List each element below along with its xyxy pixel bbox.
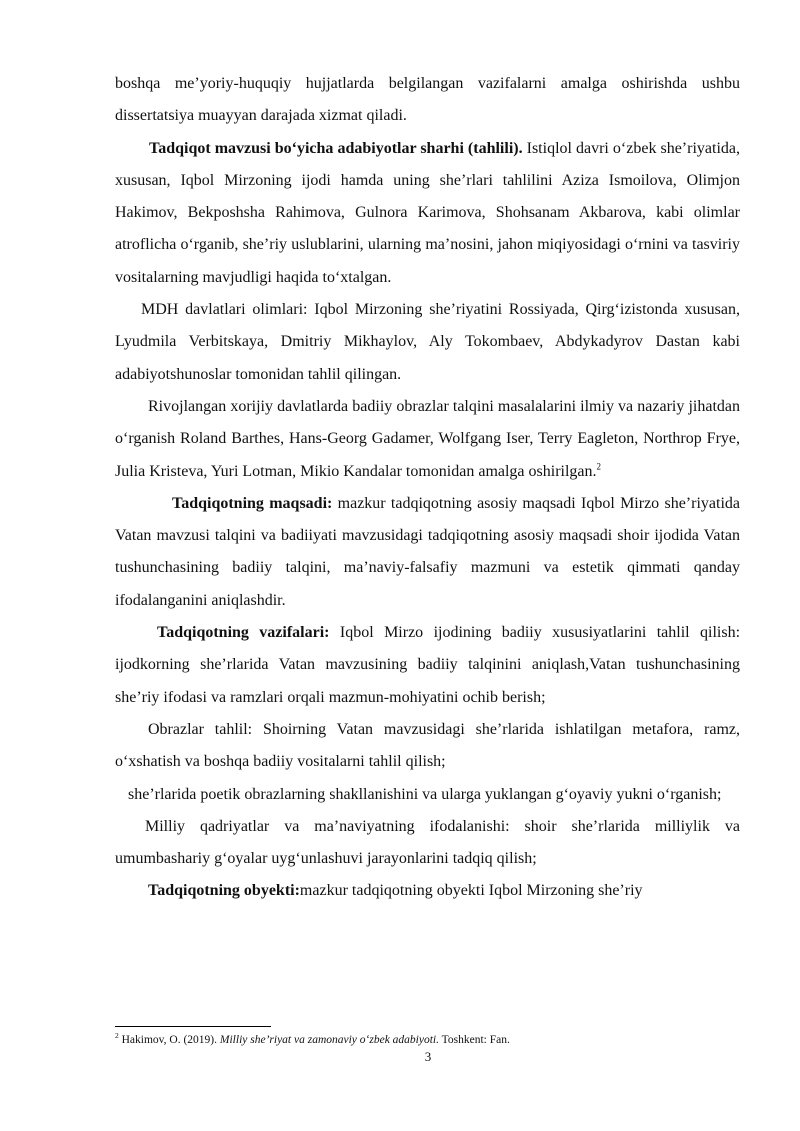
paragraph-text: Milliy qadriyatlar va ma’naviyatning ifodalanishi: shoir she’rlarida milliylik va umumbashariy gʻoyalar uygʻunlashuvi jarayonlarini tadqiq qilish;: [115, 817, 740, 868]
paragraph-research-object: [115, 875, 740, 907]
paragraph-national-values: [115, 811, 740, 876]
footnote-publisher: Toshkent: Fan.: [439, 1034, 510, 1046]
footnote-divider: [115, 1026, 271, 1027]
paragraph-dissertation-purpose: [115, 68, 740, 133]
section-heading-research-tasks: Tadqiqotning vazifalari:: [157, 624, 330, 642]
paragraph-research-aim: [115, 488, 740, 617]
footnote-reference[interactable]: 2: [596, 461, 602, 472]
paragraph-text: Istiqlol davri oʻzbek she’riyatida, xususan, Iqbol Mirzoning ijodi hamda uning she’rlari tahlilini Aziza Ismoilova, Olimjon Hakimov, Bekposhsha Rahimova, Gulnora Karimova, Shohsanam Akbarova, kabi olimlar atroflicha oʻrganib, she’riy uslublarini, ularning ma’nosini, jahon miqiyosidagi oʻrnini va tasviriy vositalarning mavjudligi haqida toʻxtalgan.: [115, 139, 741, 286]
paragraph-foreign-scholars: [115, 391, 740, 488]
paragraph-cis-scholars: [115, 294, 740, 391]
paragraph-text: mazkur tadqiqotning asosiy maqsadi Iqbol Mirzo she’riyatida Vatan mavzusi talqini va badiiyati mavzusidagi tadqiqotning asosiy maqsadi shoir ijodida Vatan tushunchasining badiiy talqini, ma’naviy-falsafiy mazmuni va estetik qimmati qanday ifodalanganini aniqlashdir.: [115, 494, 740, 609]
paragraph-text: boshqa me’yoriy-huquqiy hujjatlarda belgilangan vazifalarni amalga oshirishda ushbu dissertatsiya muayyan darajada xizmat qiladi.: [115, 75, 740, 125]
paragraph-text: Iqbol Mirzo ijodining badiiy xususiyatlarini tahlil qilish: ijodkorning she’rlarida Vatan mavzusining badiiy talqinini aniqlash,Vatan tushunchasining she’riy ifodasi va ramzlari orqali mazmun-mohiyatini ochib berish;: [115, 624, 741, 706]
paragraph-poetic-images: [115, 779, 740, 811]
document-body: [115, 68, 740, 908]
paragraph-literature-review: [115, 133, 740, 294]
paragraph-text: Rivojlangan xorijiy davlatlarda badiiy obrazlar talqini masalalarini ilmiy va nazariy jihatdan oʻrganish Roland Barthes, Hans-Georg Gadamer, Wolfgang Iser, Terry Eagleton, Northrop Frye, Julia Kristeva, Yuri Lotman, Mikio Kandalar tomonidan amalga oshirilgan.: [115, 397, 740, 480]
section-heading-literature-review: Tadqiqot mavzusi boʻyicha adabiyotlar sharhi (tahlili).: [149, 139, 523, 157]
footnote-author: Hakimov, O. (2019).: [118, 1034, 220, 1046]
footnote-title: Milliy she’riyat va zamonaviy oʻzbek adabiyoti.: [219, 1034, 439, 1046]
footnote-number: 2: [115, 1031, 119, 1041]
paragraph-research-tasks: [115, 617, 740, 714]
paragraph-text: mazkur tadqiqotning obyekti Iqbol Mirzoning she’riy: [299, 882, 643, 900]
footnote: [115, 1033, 740, 1047]
paragraph-text: she’rlarida poetik obrazlarning shakllanishini va ularga yuklangan gʻoyaviy yukni oʻrganish;: [128, 785, 722, 803]
section-heading-research-aim: Tadqiqotning maqsadi:: [172, 494, 333, 512]
page-number: 3: [424, 1049, 432, 1064]
paragraph-text: MDH davlatlari olimlari: Iqbol Mirzoning she’riyatini Rossiyada, Qirgʻizistonda xususan, Lyudmila Verbitskaya, Dmitriy Mikhaylov, Aly Tokombaev, Abdykadyrov Dastan kabi adabiyotshunoslar tomonidan tahlil qilingan.: [115, 301, 740, 383]
section-heading-research-object: Tadqiqotning obyekti:: [148, 882, 300, 900]
paragraph-text: Obrazlar tahlil: Shoirning Vatan mavzusidagi she’rlarida ishlatilgan metafora, ramz, oʻxshatish va boshqa badiiy vositalarni tahlil qilish;: [115, 720, 740, 771]
paragraph-image-analysis: [115, 714, 740, 779]
